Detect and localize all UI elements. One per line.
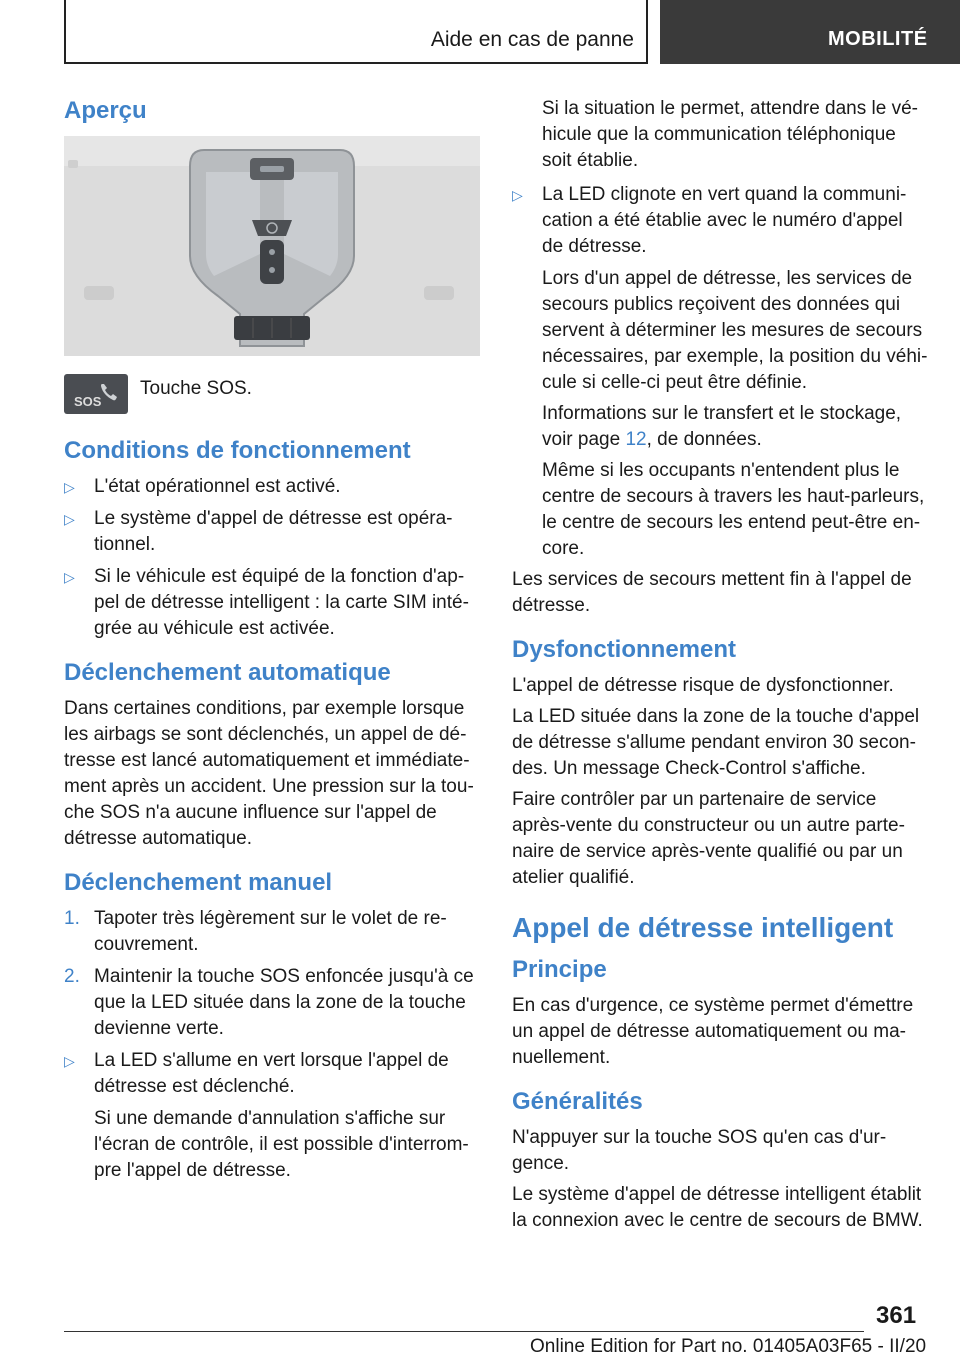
intelligent-call-heading: Appel de détresse intelligent xyxy=(512,912,894,943)
list-item: ▷ La LED s'allume en vert lorsque l'appel de détresse est déclenché. xyxy=(64,1050,449,1097)
led-note-list xyxy=(512,182,928,260)
general-text-1: N'appuyer sur la touche SOS qu'en cas d'ur‐ gence. xyxy=(512,1127,887,1174)
header-chapter-tab xyxy=(660,0,960,64)
principle-heading: Principe xyxy=(512,956,607,983)
list-item: 1. Tapoter très légèrement sur le volet de re‐ couvrement. xyxy=(64,908,447,955)
footer-divider xyxy=(64,1331,864,1332)
list-item: 2. Maintenir la touche SOS enfoncée jusqu'à ce que la LED située dans la zone de la touche devienne verte. xyxy=(64,966,474,1039)
general-heading: Généralités xyxy=(512,1088,643,1115)
malfunction-text-1: L'appel de détresse risque de dysfonctionner. xyxy=(512,675,894,696)
page-link[interactable]: 12 xyxy=(625,429,647,450)
end-call-text: Les services de secours mettent fin à l'appel de détresse. xyxy=(512,569,912,616)
sos-phone-icon: SOS xyxy=(64,374,128,414)
footer-edition: Online Edition for Part no. 01405A03F65 - II/20 xyxy=(530,1336,927,1357)
data-transfer-text: Lors d'un appel de détresse, les services de secours publics reçoivent des données qui servent à déterminer les mesures de secours nécessaires, par exemple, la position du véhi‐ cule si celle-ci peut être définie. xyxy=(542,268,928,393)
malfunction-heading: Dysfonctionnement xyxy=(512,636,737,663)
page-number: 361 xyxy=(876,1302,917,1329)
conditions-list xyxy=(64,474,480,642)
list-item: ▷ Si le véhicule est équipé de la fonction d'ap‐ pel de détresse intelligent : la carte SIM inté‐ grée au véhicule est activée. xyxy=(64,566,469,639)
triangle-bullet-icon: ▷ xyxy=(64,511,75,527)
sos-key-row xyxy=(64,374,480,414)
overview-heading: Aperçu xyxy=(64,97,147,124)
list-item: ▷ L'état opérationnel est activé. xyxy=(64,474,480,500)
header-section-box xyxy=(64,0,648,64)
hear-occupants-text: Même si les occupants n'entendent plus le centre de secours à travers les haut-parleurs, le centre de secours les entend peut-être en‐ core. xyxy=(542,460,925,559)
roof-console-illustration xyxy=(64,136,480,356)
roof-console-drawing xyxy=(64,136,480,356)
triangle-bullet-icon: ▷ xyxy=(64,479,75,495)
principle-text: En cas d'urgence, ce système permet d'émettre un appel de détresse automatiquement ou ma‐ nuellement. xyxy=(512,995,914,1068)
header-section-title: Aide en cas de panne xyxy=(430,28,634,51)
sos-key-caption: Touche SOS. xyxy=(140,378,252,399)
manual-note-sub: Si une demande d'annulation s'affiche sur l'écran de contrôle, il est possible d'interrom‐ pre l'appel de détresse. xyxy=(94,1108,469,1181)
triangle-bullet-icon: ▷ xyxy=(64,1053,75,1069)
triangle-bullet-icon: ▷ xyxy=(64,569,75,585)
malfunction-text-3: Faire contrôler par un partenaire de service après-vente du constructeur ou un autre parte‐ naire de service après-vente qualifié ou par un atelier qualifié. xyxy=(512,789,905,888)
conditions-heading: Conditions de fonctionnement xyxy=(64,437,411,464)
malfunction-text-2: La LED située dans la zone de la touche d'appel de détresse s'allume pendant environ 30 secon‐ des. Un message Check-Control s'affiche. xyxy=(512,706,920,779)
list-item: ▷ Le système d'appel de détresse est opéra‐ tionnel. xyxy=(64,508,453,555)
manual-trigger-heading: Déclenchement manuel xyxy=(64,869,333,896)
storage-info-text: Informations sur le transfert et le stockage, voir page 12, de données. xyxy=(542,403,902,450)
wait-call-text: Si la situation le permet, attendre dans le vé‐ hicule que la communication téléphonique soit établie. xyxy=(542,98,918,171)
manual-note-list xyxy=(64,1048,480,1100)
auto-trigger-heading: Déclenchement automatique xyxy=(64,659,391,686)
header-chapter-title: MOBILITÉ xyxy=(828,28,928,50)
triangle-bullet-icon: ▷ xyxy=(512,187,523,203)
manual-steps-list xyxy=(64,906,480,1042)
right-column xyxy=(512,96,928,1239)
auto-trigger-text: Dans certaines conditions, par exemple lorsque les airbags se sont déclenchés, un appel de dé‐ tresse est lancé automatiquement et immédiate‐ ment après un accident. Une pression sur la tou‐ che SOS n'a aucune influence sur l'appel de détresse automatique. xyxy=(64,698,474,849)
list-item: ▷ La LED clignote en vert quand la communi‐ cation a été établie avec le numéro d'appel de détresse. xyxy=(512,184,907,257)
general-text-2: Le système d'appel de détresse intelligent établit la connexion avec le centre de secours de BMW. xyxy=(512,1184,923,1231)
left-column xyxy=(64,96,480,1189)
